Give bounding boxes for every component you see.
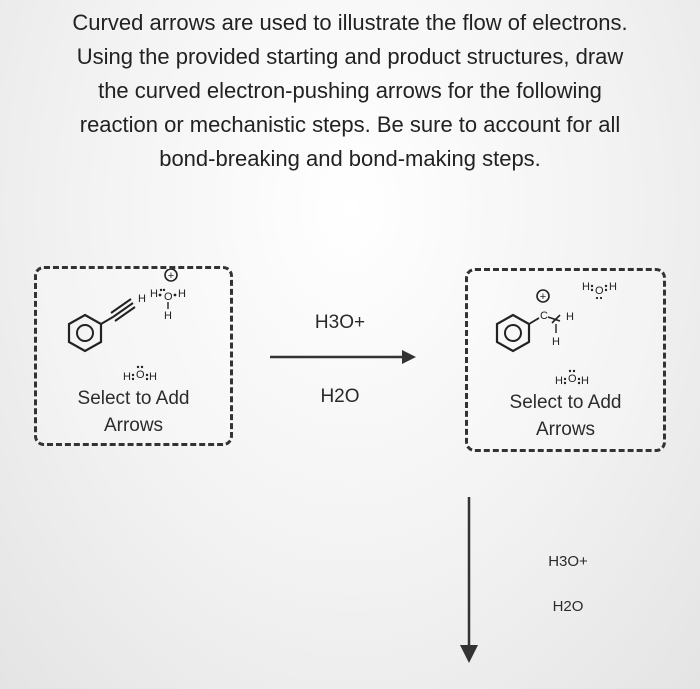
select-label-line-1: Select to Add (77, 388, 190, 409)
instructions-line-5: bond-breaking and bond-making steps. (159, 146, 541, 171)
step1-arrow-icon (268, 347, 418, 367)
hydronium-ion (150, 269, 186, 322)
benzene-ring (69, 315, 101, 351)
step2-reagent-bottom: H2O (552, 598, 584, 615)
hydronium-left-h: H (150, 288, 158, 300)
step2-reagent-top: H3O+ (548, 553, 588, 570)
benzene-ring (497, 315, 529, 351)
select-label-line-1: Select to Add (509, 392, 622, 413)
product-water-top (582, 281, 617, 299)
water-right-h: H (149, 371, 157, 383)
select-to-add-arrows-label (37, 385, 230, 439)
water-top-o: O (595, 285, 604, 297)
instructions-line-2: Using the provided starting and product structures, draw (76, 44, 624, 69)
instructions-line-3: the curved electron-pushing arrows for the following (98, 78, 602, 103)
carbon-h-bottom: H (552, 336, 560, 348)
water-top-left-h: H (582, 281, 590, 293)
charge-plus: + (539, 291, 547, 303)
water-bottom-o: O (568, 373, 577, 385)
alkyne-bond (101, 299, 135, 324)
water-o-atom: O (136, 369, 145, 381)
carbon-h-right: H (566, 311, 574, 323)
instructions-line-4: reaction or mechanistic steps. Be sure to account for all (79, 112, 621, 137)
starting-structure-drawing (37, 269, 230, 389)
instructions-text (20, 6, 680, 176)
product-structure-drawing (468, 271, 663, 393)
select-to-add-arrows-label (468, 389, 663, 443)
starting-structure-panel[interactable] (34, 266, 233, 446)
carbocation-carbon: C (540, 310, 548, 322)
product-water-bottom (555, 370, 589, 387)
charge-plus: + (167, 270, 175, 282)
step2-arrow-icon (454, 495, 484, 665)
hydronium-right-h: H (178, 288, 186, 300)
select-label-line-2: Arrows (103, 415, 164, 436)
step1-reagent-bottom: H2O (320, 386, 360, 407)
select-label-line-2: Arrows (535, 419, 596, 440)
product-structure-panel[interactable] (465, 268, 666, 452)
step1-reagent-top: H3O+ (314, 312, 366, 333)
water-bottom-right-h: H (581, 375, 589, 387)
hydronium-bottom-h: H (164, 310, 172, 322)
alkyne-h-atom: H (138, 293, 146, 305)
hydronium-o-atom: O (164, 291, 173, 303)
water-left-h: H (123, 371, 131, 383)
water-top-right-h: H (609, 281, 617, 293)
water-bottom-left-h: H (555, 375, 563, 387)
instructions-line-1: Curved arrows are used to illustrate the flow of electrons. (72, 10, 628, 35)
water-molecule (123, 366, 157, 383)
